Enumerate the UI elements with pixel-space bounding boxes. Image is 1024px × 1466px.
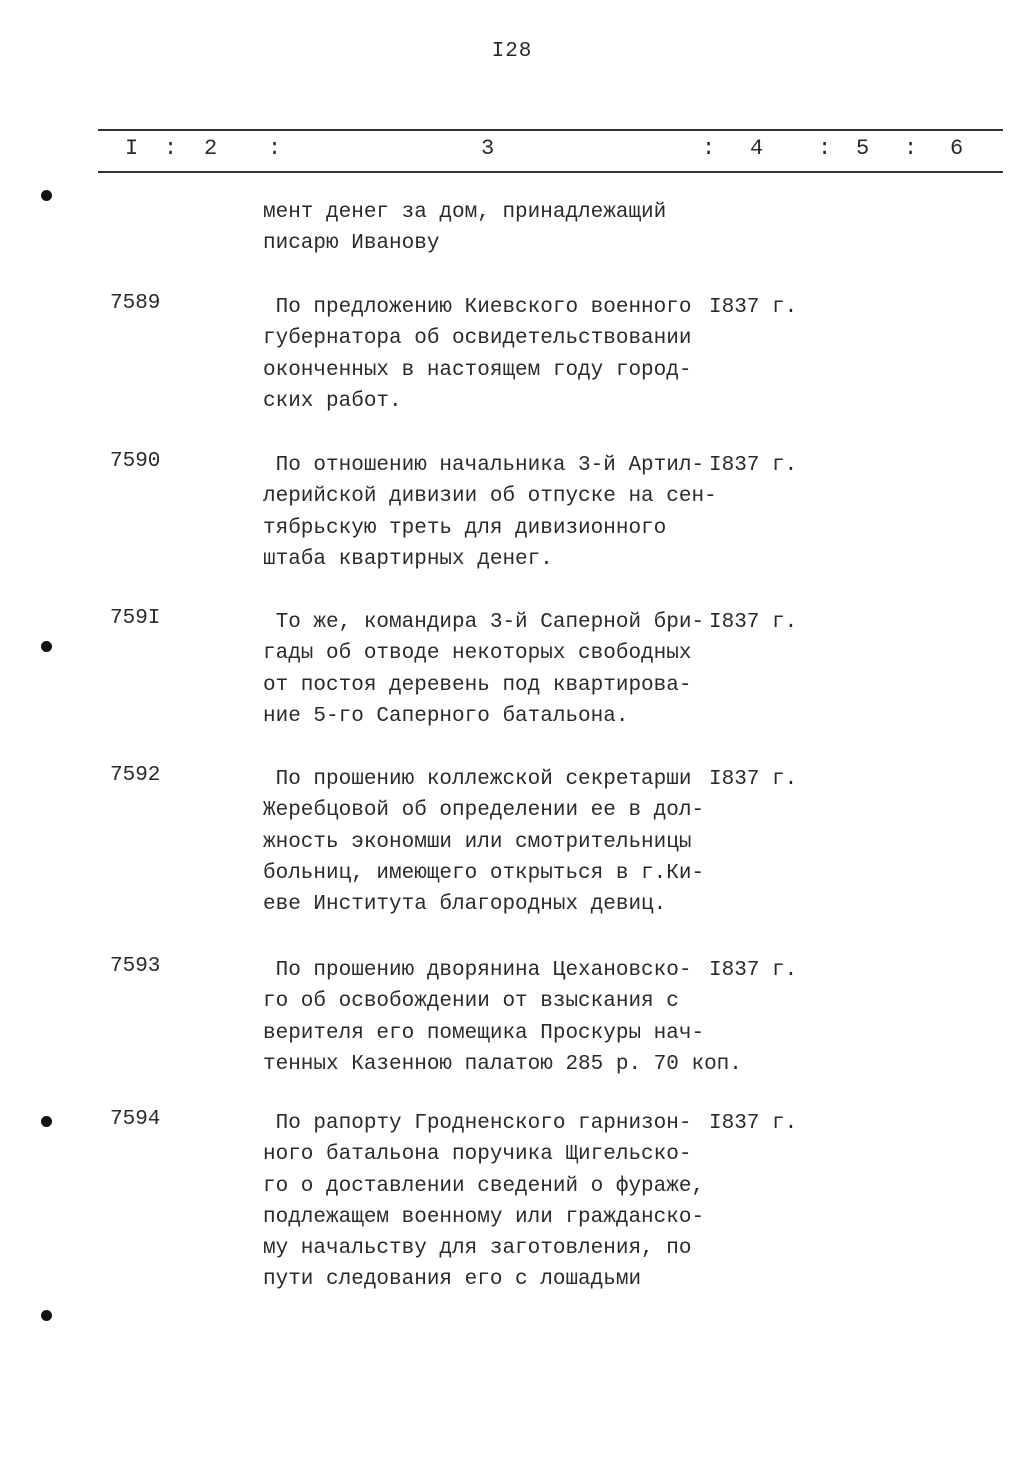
description-line: еве Института благородных девиц. <box>263 893 667 917</box>
entry-number: 7593 <box>110 955 161 978</box>
description-line: тенных Казенною палатою 285 р. 70 коп. <box>263 1052 742 1076</box>
entry-number: 7594 <box>110 1108 161 1131</box>
column-number: 3 <box>481 136 495 161</box>
column-number: I <box>125 136 139 161</box>
entry-date: I837 г. <box>709 959 798 982</box>
column-number: 4 <box>750 136 764 161</box>
description-line: По прошению коллежской секретарши <box>263 768 692 791</box>
entry-description <box>263 197 733 260</box>
column-separator: : <box>818 136 832 161</box>
entry-number: 7589 <box>110 292 161 315</box>
entry-description <box>263 764 733 920</box>
entry-date: I837 г. <box>709 611 798 634</box>
description-line: По прошению дворянина Цехановско- <box>263 959 692 982</box>
column-separator: : <box>702 136 716 161</box>
entry-date: I837 г. <box>709 296 798 319</box>
description-line: штаба квартирных денег. <box>263 547 553 571</box>
description-line: мент денег за дом, принадлежащий <box>263 201 667 224</box>
punch-hole-icon <box>41 1310 52 1321</box>
entry-date: I837 г. <box>709 768 798 791</box>
punch-hole-icon <box>41 190 52 201</box>
entry-number: 7592 <box>110 764 161 787</box>
entry-description <box>263 450 733 575</box>
entry-description <box>263 607 733 732</box>
description-line: жность экономши или смотрительницы <box>263 830 692 854</box>
description-line: больниц, имеющего открыться в г.Ки- <box>263 861 705 885</box>
entry-date: I837 г. <box>709 454 798 477</box>
description-line: По предложению Киевского военного <box>263 296 692 319</box>
column-number: 5 <box>856 136 870 161</box>
description-line: ние 5-го Саперного батальона. <box>263 704 629 728</box>
description-line: губернатора об освидетельствовании <box>263 327 692 351</box>
description-line: от постоя деревень под квартирова- <box>263 673 692 697</box>
entry-description <box>263 955 742 1080</box>
header-rule-bottom <box>98 171 1003 173</box>
column-number: 6 <box>950 136 964 161</box>
page-number: I28 <box>491 40 533 63</box>
description-line: гады об отводе некоторых свободных <box>263 642 692 666</box>
entry-description <box>263 292 733 417</box>
punch-hole-icon <box>41 641 52 652</box>
description-line: То же, командира 3-й Саперной бри- <box>263 611 705 634</box>
description-line: тябрьскую треть для дивизионного <box>263 516 667 540</box>
entry-date: I837 г. <box>709 1112 798 1135</box>
description-line: лерийской дивизии об отпуске на сен- <box>263 485 717 509</box>
entry-number: 759I <box>110 607 161 630</box>
entry-description <box>263 1108 733 1296</box>
column-separator: : <box>164 136 178 161</box>
description-line: ских работ. <box>263 389 402 413</box>
description-line: ного батальона поручика Щигельско- <box>263 1143 692 1167</box>
description-line: оконченных в настоящем году город- <box>263 358 692 382</box>
punch-hole-icon <box>41 1116 52 1127</box>
column-separator: : <box>904 136 918 161</box>
description-line: го об освобождении от взыскания с <box>263 990 679 1014</box>
description-line: подлежащем военному или гражданско- <box>263 1205 705 1229</box>
description-line: пути следования его с лошадьми <box>263 1268 642 1292</box>
header-rule-top <box>98 129 1003 131</box>
description-line: писарю Иванову <box>263 232 440 256</box>
column-number: 2 <box>204 136 218 161</box>
description-line: му начальству для заготовления, по <box>263 1237 692 1261</box>
description-line: Жеребцовой об определении ее в дол- <box>263 799 705 823</box>
description-line: По отношению начальника 3-й Артил- <box>263 454 705 477</box>
column-separator: : <box>268 136 282 161</box>
description-line: верителя его помещика Проскуры нач- <box>263 1021 705 1045</box>
description-line: По рапорту Гродненского гарнизон- <box>263 1112 692 1135</box>
entry-number: 7590 <box>110 450 161 473</box>
description-line: го о доставлении сведений о фураже, <box>263 1174 705 1198</box>
